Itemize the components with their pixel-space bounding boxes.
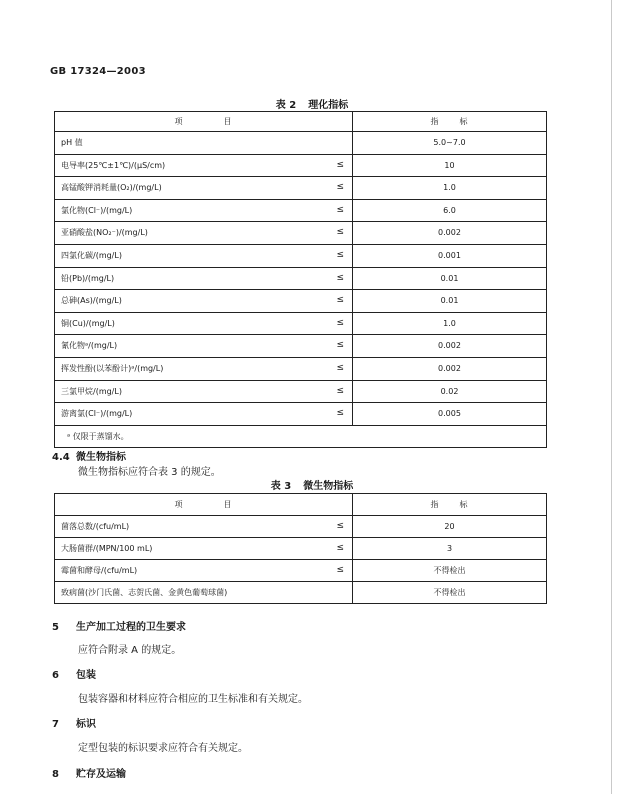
row-value: 0.002 (353, 357, 547, 380)
row-limit-symbol: ≤ (331, 244, 353, 267)
table-row (55, 244, 547, 267)
row-limit-symbol (331, 582, 353, 604)
table3-caption-title: 微生物指标 (303, 481, 354, 492)
row-value: 0.002 (353, 222, 547, 245)
row-limit-symbol: ≤ (331, 199, 353, 222)
table2-physicochemical (54, 111, 547, 448)
table-row (55, 132, 547, 155)
row-value: 1.0 (353, 177, 547, 200)
table2-col-item: 项 目 (55, 112, 353, 132)
standard-code: GB 17324—2003 (50, 66, 146, 77)
table3-col-index: 指 标 (353, 494, 547, 516)
row-limit-symbol: ≤ (331, 560, 353, 582)
row-item: 游离氯(Cl⁻)/(mg/L) (55, 403, 331, 426)
table3-caption (0, 477, 624, 492)
row-limit-symbol: ≤ (331, 357, 353, 380)
row-limit-symbol: ≤ (331, 222, 353, 245)
row-value: 0.01 (353, 267, 547, 290)
table2-caption-label: 表 2 (275, 100, 297, 111)
table-row (55, 538, 547, 560)
row-item: 大肠菌群/(MPN/100 mL) (55, 538, 331, 560)
row-item: 总砷(As)/(mg/L) (55, 290, 331, 313)
row-item: 氰化物ᵃ/(mg/L) (55, 335, 331, 358)
table-row (55, 177, 547, 200)
row-limit-symbol: ≤ (331, 290, 353, 313)
row-item: 三氯甲烷/(mg/L) (55, 380, 331, 403)
page-edge-line (611, 0, 612, 794)
row-value: 0.005 (353, 403, 547, 426)
row-value: 3 (353, 538, 547, 560)
row-value: 不得检出 (353, 560, 547, 582)
row-item: 霉菌和酵母/(cfu/mL) (55, 560, 331, 582)
section-6-heading: 6 包装 (52, 670, 96, 681)
table-row (55, 403, 547, 426)
row-item: 菌落总数/(cfu/mL) (55, 516, 331, 538)
row-value: 1.0 (353, 312, 547, 335)
table2-header-row (55, 112, 547, 132)
table-row (55, 199, 547, 222)
table-row (55, 290, 547, 313)
row-limit-symbol: ≤ (331, 177, 353, 200)
row-item: 亚硝酸盐(NO₂⁻)/(mg/L) (55, 222, 331, 245)
row-limit-symbol: ≤ (331, 516, 353, 538)
row-limit-symbol: ≤ (331, 335, 353, 358)
row-limit-symbol: ≤ (331, 312, 353, 335)
section-7-heading: 7 标识 (52, 719, 96, 730)
row-limit-symbol: ≤ (331, 403, 353, 426)
table3-col-item: 项 目 (55, 494, 353, 516)
row-item: pH 值 (55, 132, 331, 155)
row-value: 6.0 (353, 199, 547, 222)
row-item: 致病菌(沙门氏菌、志贺氏菌、金黄色葡萄球菌) (55, 582, 331, 604)
table3-microbiological (54, 493, 547, 604)
table-row (55, 560, 547, 582)
row-value: 20 (353, 516, 547, 538)
table-row (55, 335, 547, 358)
row-limit-symbol: ≤ (331, 267, 353, 290)
table-row (55, 267, 547, 290)
table-row (55, 312, 547, 335)
row-item: 铜(Cu)/(mg/L) (55, 312, 331, 335)
table-row (55, 222, 547, 245)
table2-footnote-row (55, 425, 547, 448)
row-item: 四氯化碳/(mg/L) (55, 244, 331, 267)
row-item: 氯化物(Cl⁻)/(mg/L) (55, 199, 331, 222)
row-item: 电导率(25℃±1℃)/(μS/cm) (55, 154, 331, 177)
row-item: 高锰酸钾消耗量(O₂)/(mg/L) (55, 177, 331, 200)
table3-caption-label: 表 3 (270, 481, 292, 492)
table-row (55, 380, 547, 403)
section-4-4-text: 微生物指标应符合表 3 的规定。 (78, 467, 221, 478)
table2-caption-title: 理化指标 (308, 100, 349, 111)
section-5-text: 应符合附录 A 的规定。 (78, 645, 182, 656)
section-8-heading: 8 贮存及运输 (52, 769, 126, 780)
table-row (55, 516, 547, 538)
row-value: 0.01 (353, 290, 547, 313)
table-row (55, 154, 547, 177)
row-item: 铅(Pb)/(mg/L) (55, 267, 331, 290)
table2-footnote: ᵃ 仅限于蒸馏水。 (55, 425, 547, 448)
table-row (55, 357, 547, 380)
section-5-heading: 5 生产加工过程的卫生要求 (52, 622, 186, 633)
row-value: 0.002 (353, 335, 547, 358)
row-item: 挥发性酚(以苯酚计)ᵃ/(mg/L) (55, 357, 331, 380)
row-limit-symbol: ≤ (331, 380, 353, 403)
table3-header-row (55, 494, 547, 516)
row-limit-symbol (331, 132, 353, 155)
section-6-text: 包装容器和材料应符合相应的卫生标准和有关规定。 (78, 694, 308, 705)
row-value: 0.001 (353, 244, 547, 267)
row-value: 0.02 (353, 380, 547, 403)
row-value: 不得检出 (353, 582, 547, 604)
row-limit-symbol: ≤ (331, 538, 353, 560)
table2-col-index: 指 标 (353, 112, 547, 132)
row-value: 5.0~7.0 (353, 132, 547, 155)
section-4-4-heading: 4.4 微生物指标 (52, 452, 126, 463)
row-value: 10 (353, 154, 547, 177)
section-7-text: 定型包装的标识要求应符合有关规定。 (78, 743, 248, 754)
table2-caption (0, 96, 624, 111)
table-row (55, 582, 547, 604)
row-limit-symbol: ≤ (331, 154, 353, 177)
